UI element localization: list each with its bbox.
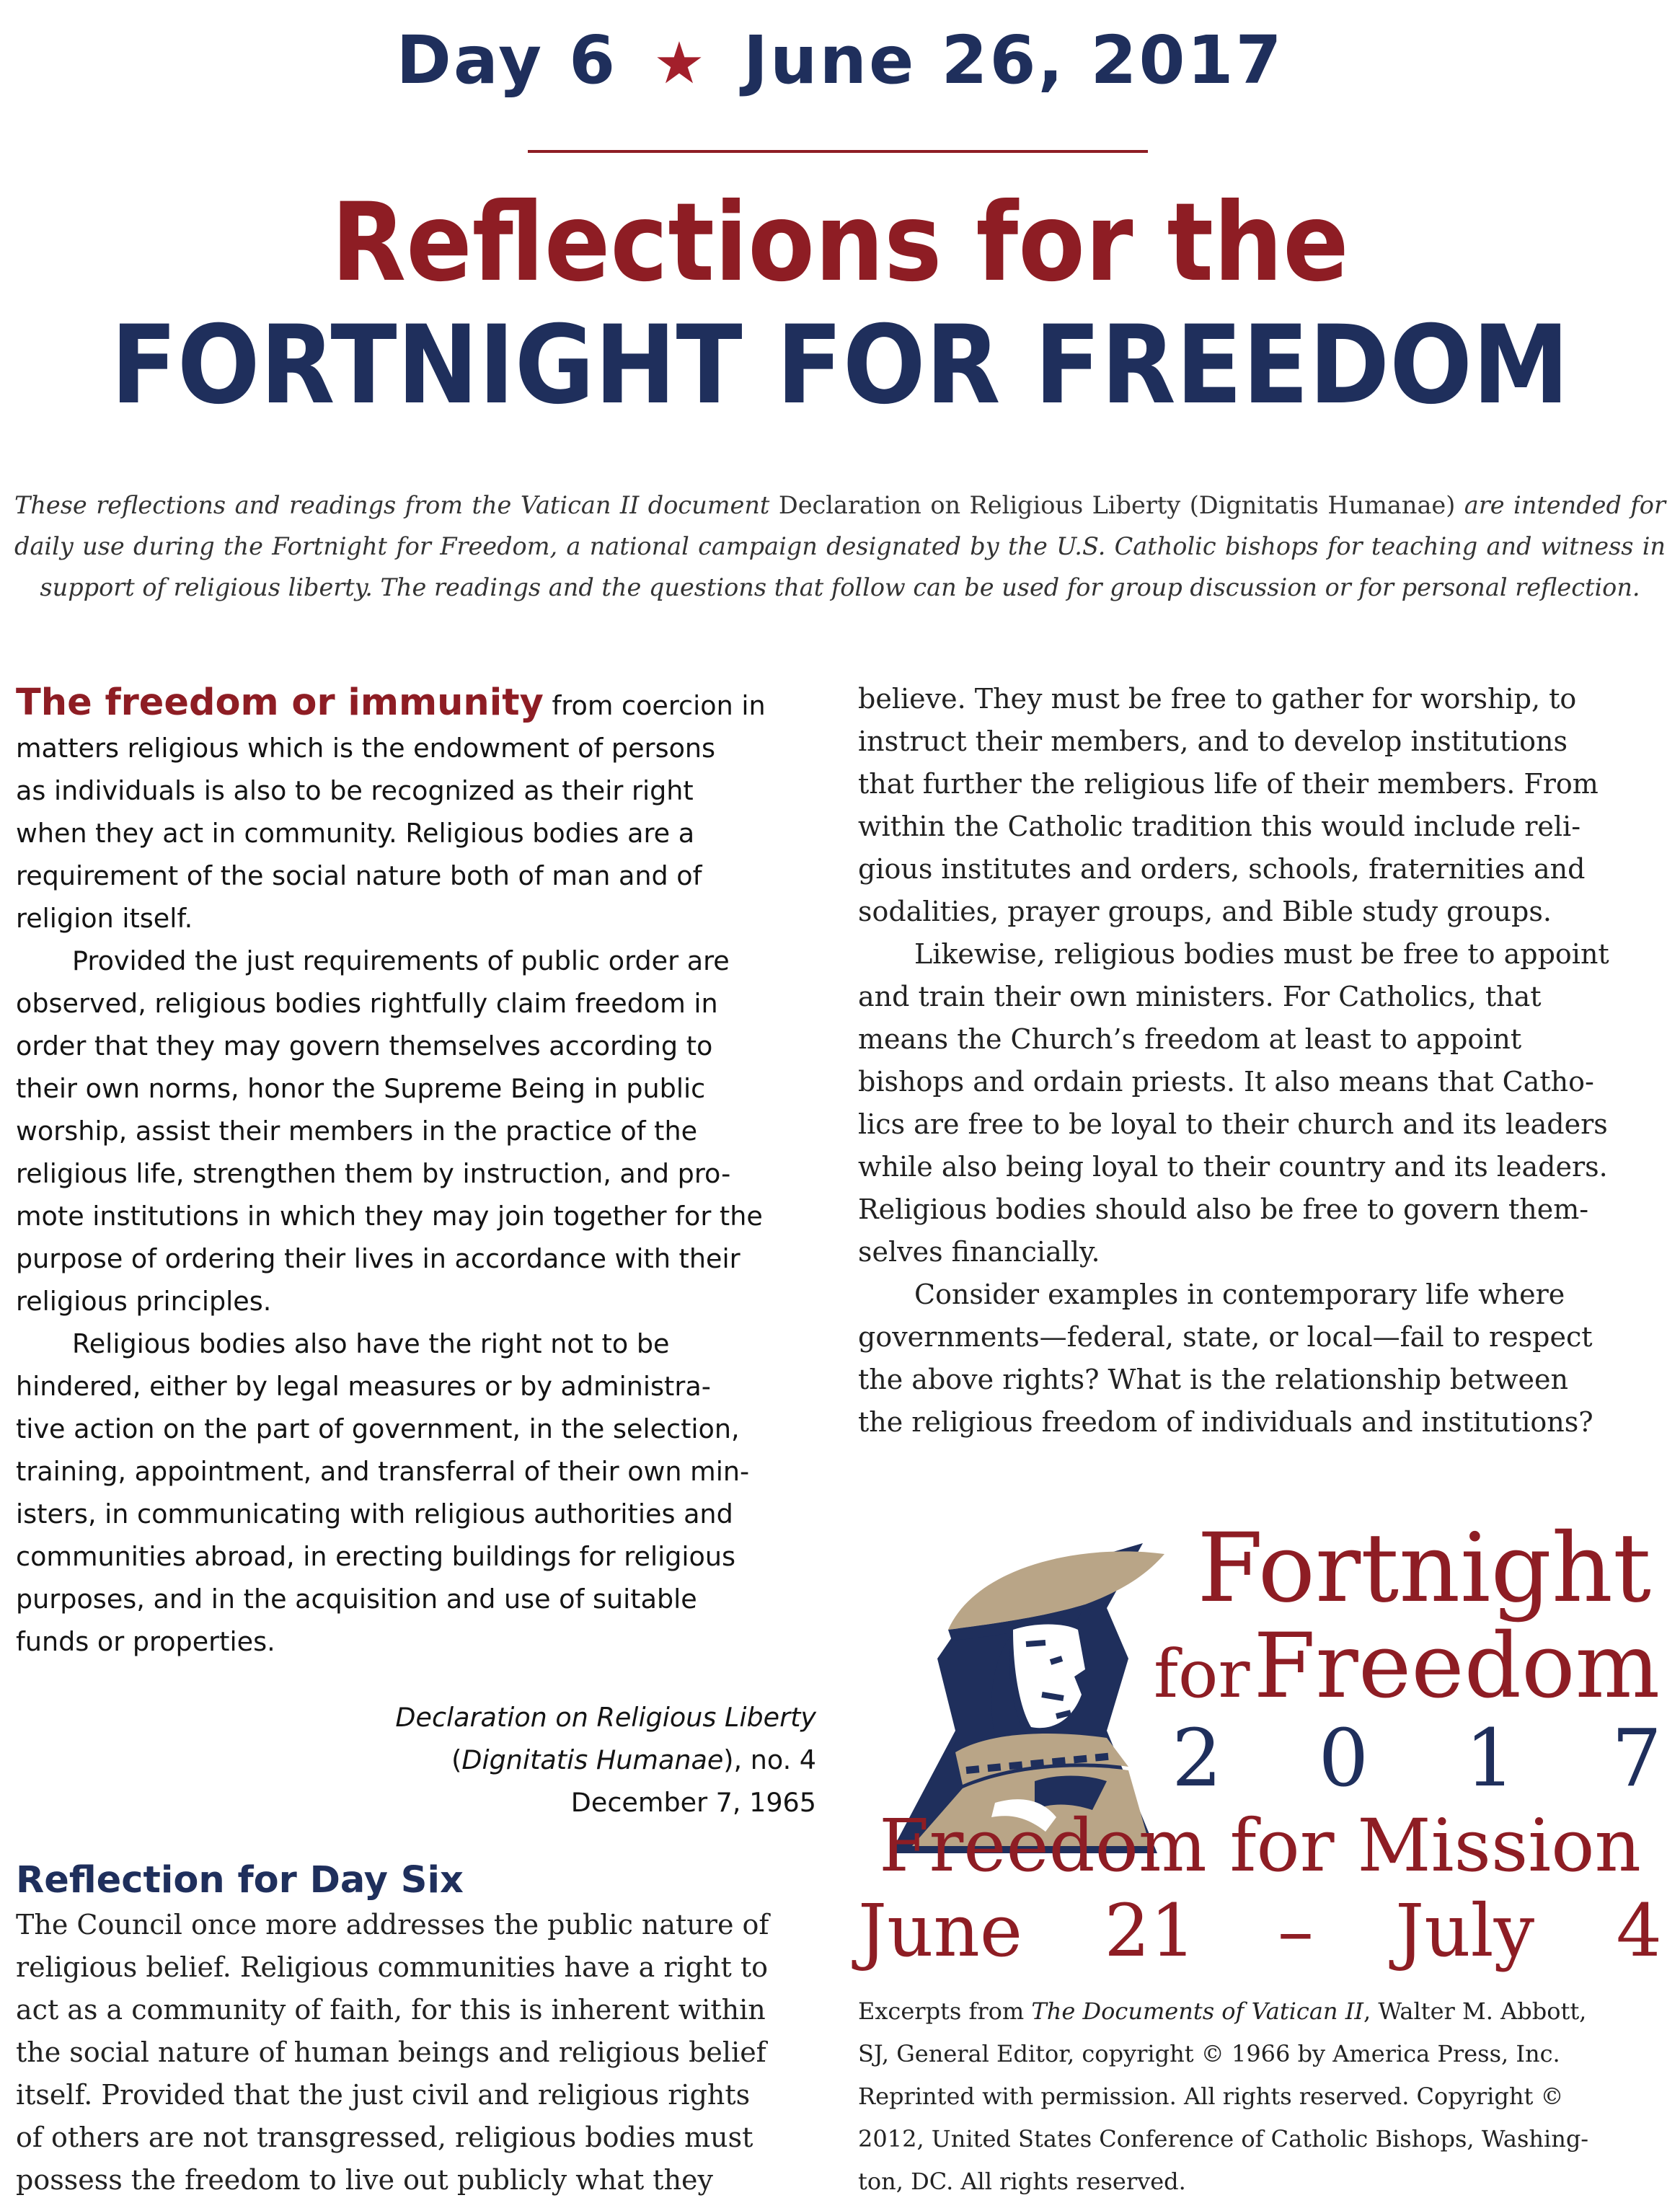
reflection-heading: Reflection for Day Six	[16, 1859, 464, 1902]
reflection-line: Consider examples in contemporary life where	[914, 1279, 1565, 1310]
reflection-line: and train their own ministers. For Catholics, that	[858, 981, 1542, 1012]
reading-line: as individuals is also to be recognized as their right	[16, 775, 694, 806]
citation-document: Declaration on Religious Liberty	[395, 1702, 816, 1733]
reflection-text-right	[858, 678, 1673, 1444]
logo-year-digit: 0	[1318, 1712, 1369, 1804]
reading-line: mote institutions in which they may join together for the	[16, 1201, 763, 1232]
logo-campaign-dates	[858, 1888, 1662, 1974]
intro-document-title: Declaration on Religious Liberty (Dignitatis Humanae)	[778, 491, 1456, 519]
logo-fortnight: Fortnight	[1197, 1513, 1651, 1624]
reflection-line: governments—federal, state, or local—fail to respect	[858, 1321, 1593, 1353]
reading-excerpt	[16, 681, 823, 1663]
reflection-line: the social nature of human beings and religious belief	[16, 2036, 766, 2068]
logo-mission-theme: Freedom for Mission	[879, 1804, 1641, 1888]
reflection-line: itself. Provided that the just civil and religious rights	[16, 2079, 751, 2111]
citation-subtitle: (Dignitatis Humanae), no. 4	[451, 1744, 816, 1775]
logo-for: for	[1154, 1635, 1250, 1713]
logo-year-digit: 1	[1464, 1712, 1516, 1804]
copyright-notice	[858, 1990, 1673, 2203]
reading-line: Religious bodies also have the right not to be	[72, 1328, 670, 1359]
copyright-line: 2012, United States Conference of Catholic Bishops, Washing-	[858, 2125, 1589, 2153]
reflection-line: means the Church’s freedom at least to appoint	[858, 1023, 1522, 1055]
reading-line: communities abroad, in erecting buildings for religious	[16, 1541, 736, 1572]
star-icon: ★	[653, 30, 707, 97]
reflection-line: selves financially.	[858, 1236, 1100, 1268]
reflection-line: The Council once more addresses the public nature of	[16, 1909, 769, 1941]
day-label: Day 6	[396, 22, 618, 99]
reflection-line: believe. They must be free to gather for worship, to	[858, 683, 1577, 715]
reflection-line: Religious bodies should also be free to govern them-	[858, 1193, 1589, 1225]
reflection-line: the above rights? What is the relationship between	[858, 1364, 1568, 1395]
copyright-line: SJ, General Editor, copyright © 1966 by America Press, Inc.	[858, 2040, 1560, 2067]
citation-date: December 7, 1965	[570, 1787, 816, 1818]
reading-line: isters, in communicating with religious authorities and	[16, 1498, 733, 1529]
reflection-line: lics are free to be loyal to their church and its leaders	[858, 1108, 1608, 1140]
page-title-line2: FORTNIGHT FOR FREEDOM	[110, 303, 1570, 428]
reading-line-first: The freedom or immunity from coercion in	[16, 681, 766, 724]
logo-year	[1172, 1712, 1662, 1804]
reading-line: religious principles.	[16, 1286, 272, 1317]
reflection-line: Likewise, religious bodies must be free to appoint	[914, 938, 1609, 970]
reading-line: training, appointment, and transferral of their own min-	[16, 1456, 750, 1487]
intro-text-end: are intended for daily use during the Fortnight for Freedom, a national campaign designated by the U.S. Catholic bishops for teaching and witness in support of religious liberty. The readings and the questions that follow can be used for group discussion or for personal reflection.	[14, 491, 1666, 601]
reading-line: when they act in community. Religious bodies are a	[16, 818, 695, 849]
day-date-line	[0, 22, 1680, 99]
reading-line: tive action on the part of government, in the selection,	[16, 1413, 740, 1444]
reading-line: funds or properties.	[16, 1626, 275, 1657]
page-title-line1: Reflections for the	[331, 180, 1349, 306]
reflection-line: within the Catholic tradition this would include reli-	[858, 811, 1581, 842]
reading-line: hindered, either by legal measures or by administra-	[16, 1371, 711, 1402]
reflection-line: the religious freedom of individuals and institutions?	[858, 1406, 1593, 1438]
logo-date-part: June	[858, 1889, 1023, 1973]
logo-date-part: –	[1277, 1889, 1314, 1973]
date-label: June 26, 2017	[743, 22, 1284, 99]
reflection-line: gious institutes and orders, schools, fraternities and	[858, 853, 1586, 885]
reflection-line: act as a community of faith, for this is inherent within	[16, 1994, 766, 2026]
header-divider	[528, 150, 1148, 153]
reflection-line: sodalities, prayer groups, and Bible study groups.	[858, 896, 1552, 927]
reading-line: their own norms, honor the Supreme Being in public	[16, 1073, 706, 1104]
copyright-line: Excerpts from The Documents of Vatican II, Walter M. Abbott,	[858, 1997, 1587, 2025]
reflection-line: religious belief. Religious communities have a right to	[16, 1951, 768, 1983]
copyright-line: Reprinted with permission. All rights reserved. Copyright ©	[858, 2083, 1564, 2110]
reading-line: Provided the just requirements of public order are	[72, 945, 730, 976]
citation	[16, 1696, 816, 1824]
intro-paragraph	[14, 485, 1666, 608]
logo-date-part: 21	[1104, 1889, 1196, 1973]
logo-date-part: 4	[1616, 1889, 1662, 1973]
reading-line: order that they may govern themselves according to	[16, 1030, 713, 1061]
citation-latin-title: Dignitatis Humanae	[461, 1744, 724, 1775]
logo-freedom: Freedom	[1253, 1615, 1661, 1718]
reflection-line: while also being loyal to their country and its leaders.	[858, 1151, 1608, 1183]
reading-line: purposes, and in the acquisition and use of suitable	[16, 1584, 697, 1615]
logo-year-digit: 7	[1611, 1712, 1662, 1804]
reflection-line: of others are not transgressed, religious bodies must	[16, 2122, 753, 2153]
reflection-line: possess the freedom to live out publicly what they	[16, 2164, 713, 2196]
reading-line: religious life, strengthen them by instruction, and pro-	[16, 1158, 731, 1189]
copyright-book-title: The Documents of Vatican II	[1031, 1997, 1363, 2025]
reflection-line: bishops and ordain priests. It also means that Catho-	[858, 1066, 1594, 1098]
reflection-text-left	[16, 1904, 831, 2202]
reading-line: matters religious which is the endowment of persons	[16, 733, 716, 764]
reading-line: observed, religious bodies rightfully claim freedom in	[16, 988, 718, 1019]
reflection-line: that further the religious life of their members. From	[858, 768, 1599, 800]
reading-line: religion itself.	[16, 903, 193, 934]
reading-lead: The freedom or immunity	[16, 681, 544, 724]
reading-line: purpose of ordering their lives in accordance with their	[16, 1243, 740, 1274]
reading-line: requirement of the social nature both of man and of	[16, 860, 702, 891]
logo-date-part: July	[1395, 1889, 1535, 1973]
reading-line: worship, assist their members in the practice of the	[16, 1116, 698, 1147]
logo-year-digit: 2	[1172, 1712, 1222, 1804]
intro-text-start: These reflections and readings from the Vatican II document	[14, 491, 779, 519]
copyright-line: ton, DC. All rights reserved.	[858, 2168, 1186, 2195]
reflection-line: instruct their members, and to develop institutions	[858, 725, 1568, 757]
